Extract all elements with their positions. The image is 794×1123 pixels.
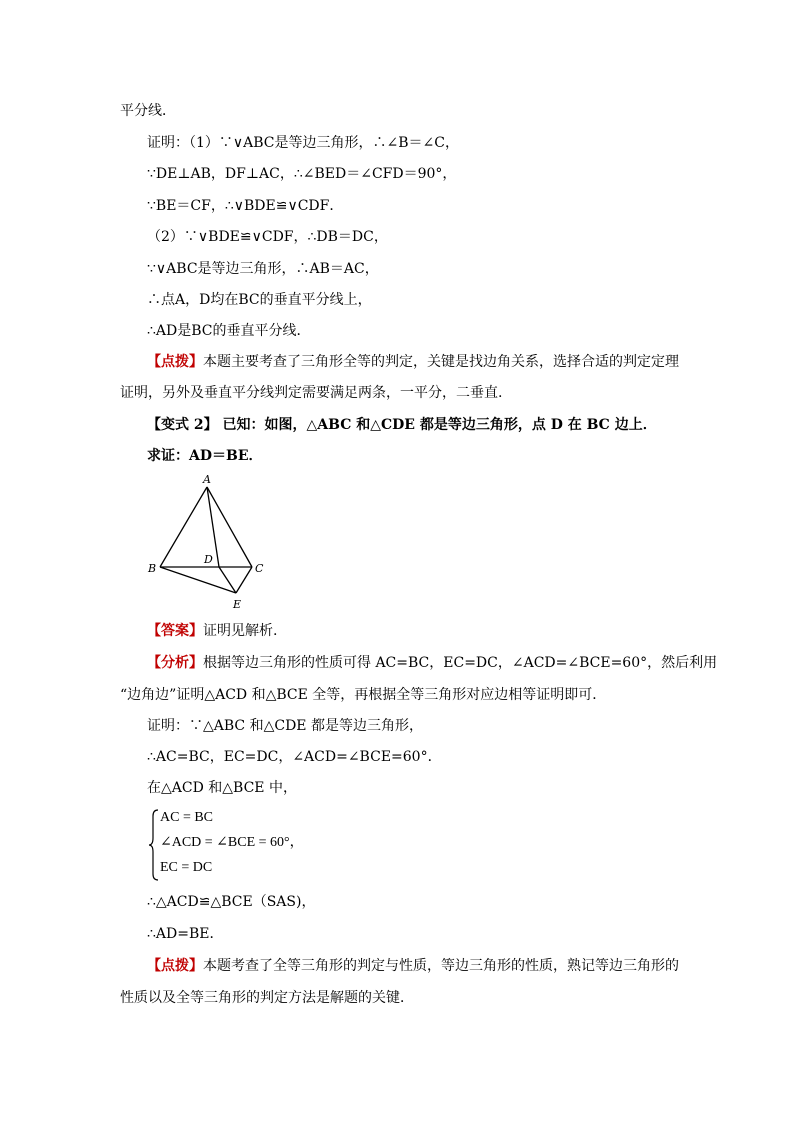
segment-de	[219, 567, 236, 593]
text-line: ∴AC=BC，EC=DC，∠ACD=∠BCE=60°．	[147, 749, 442, 765]
text-line: 平分线．	[120, 103, 176, 119]
tip-text: 本题主要考查了三角形全等的判定，关键是找边角关系，选择合适的判定定理	[203, 354, 679, 370]
segment-be	[160, 567, 236, 593]
text-line: 证明，另外及垂直平分线判定需要满足两条，一平分，二垂直.	[120, 385, 503, 401]
text-line: “边角边”证明△ACD 和△BCE 全等，再根据全等三角形对应边相等证明即可．	[120, 687, 607, 703]
text-line: ∴AD是BC的垂直平分线．	[147, 323, 311, 339]
tip-tag: 【点拨】	[147, 958, 203, 974]
label-d: D	[204, 553, 213, 566]
segment-ce	[236, 567, 252, 593]
answer-line	[147, 621, 277, 641]
text-line: 证明：（1）∵∨ABC是等边三角形，∴∠B＝∠C，	[147, 135, 459, 151]
tip-tag: 【点拨】	[147, 354, 203, 370]
text-line: 证明：∵△ABC 和△CDE 都是等边三角形，	[147, 718, 423, 734]
left-brace-icon	[148, 808, 160, 882]
exercise-prove: 求证：AD＝BE．	[147, 448, 263, 464]
text-line: 性质以及全等三角形的判定方法是解题的关键．	[120, 990, 414, 1006]
tip-line	[147, 956, 679, 976]
text-line: ∴△ACD≌△BCE（SAS)，	[147, 894, 316, 910]
analysis-tag: 【分析】	[147, 655, 203, 671]
tip-text: 本题考查了全等三角形的判定与性质，等边三角形的性质，熟记等边三角形的	[203, 958, 679, 974]
label-c: C	[255, 562, 264, 575]
equation-system	[148, 808, 368, 882]
equation-row-3: EC = DC	[160, 860, 213, 875]
text-line: ∵DE⊥AB，DF⊥AC，∴∠BED＝∠CFD＝90°，	[147, 166, 457, 182]
segment-ab	[160, 487, 207, 567]
answer-text: 证明见解析.	[203, 623, 278, 639]
label-a: A	[203, 473, 211, 486]
answer-tag: 【答案】	[147, 623, 203, 639]
label-b: B	[148, 562, 157, 575]
label-e: E	[233, 598, 242, 611]
text-line: （2）∵∨BDE≌∨CDF，∴DB＝DC，	[147, 229, 388, 245]
text-line: ∴AD=BE．	[147, 926, 224, 942]
text-line: 在△ACD 和△BCE 中，	[147, 780, 297, 796]
equation-row-1: AC = BC	[160, 810, 214, 825]
text-line: ∵∨ABC是等边三角形，∴AB＝AC，	[147, 261, 379, 277]
analysis-text: 根据等边三角形的性质可得 AC=BC，EC=DC，∠ACD=∠BCE=60°，然后利用	[203, 655, 718, 671]
text-line: ∵BE＝CF，∴∨BDE≌∨CDF．	[147, 198, 344, 214]
tip-line	[147, 352, 679, 372]
segment-ac	[207, 487, 252, 567]
exercise-title: 【变式 2】 已知：如图，△ABC 和△CDE 都是等边三角形，点 D 在 BC 边上．	[147, 417, 657, 433]
analysis-line	[147, 653, 717, 673]
equation-row-2: ∠ACD = ∠BCE = 60°，	[160, 835, 304, 850]
text-line: ∴点A，D均在BC的垂直平分线上，	[147, 292, 372, 308]
triangle-figure	[140, 472, 270, 617]
